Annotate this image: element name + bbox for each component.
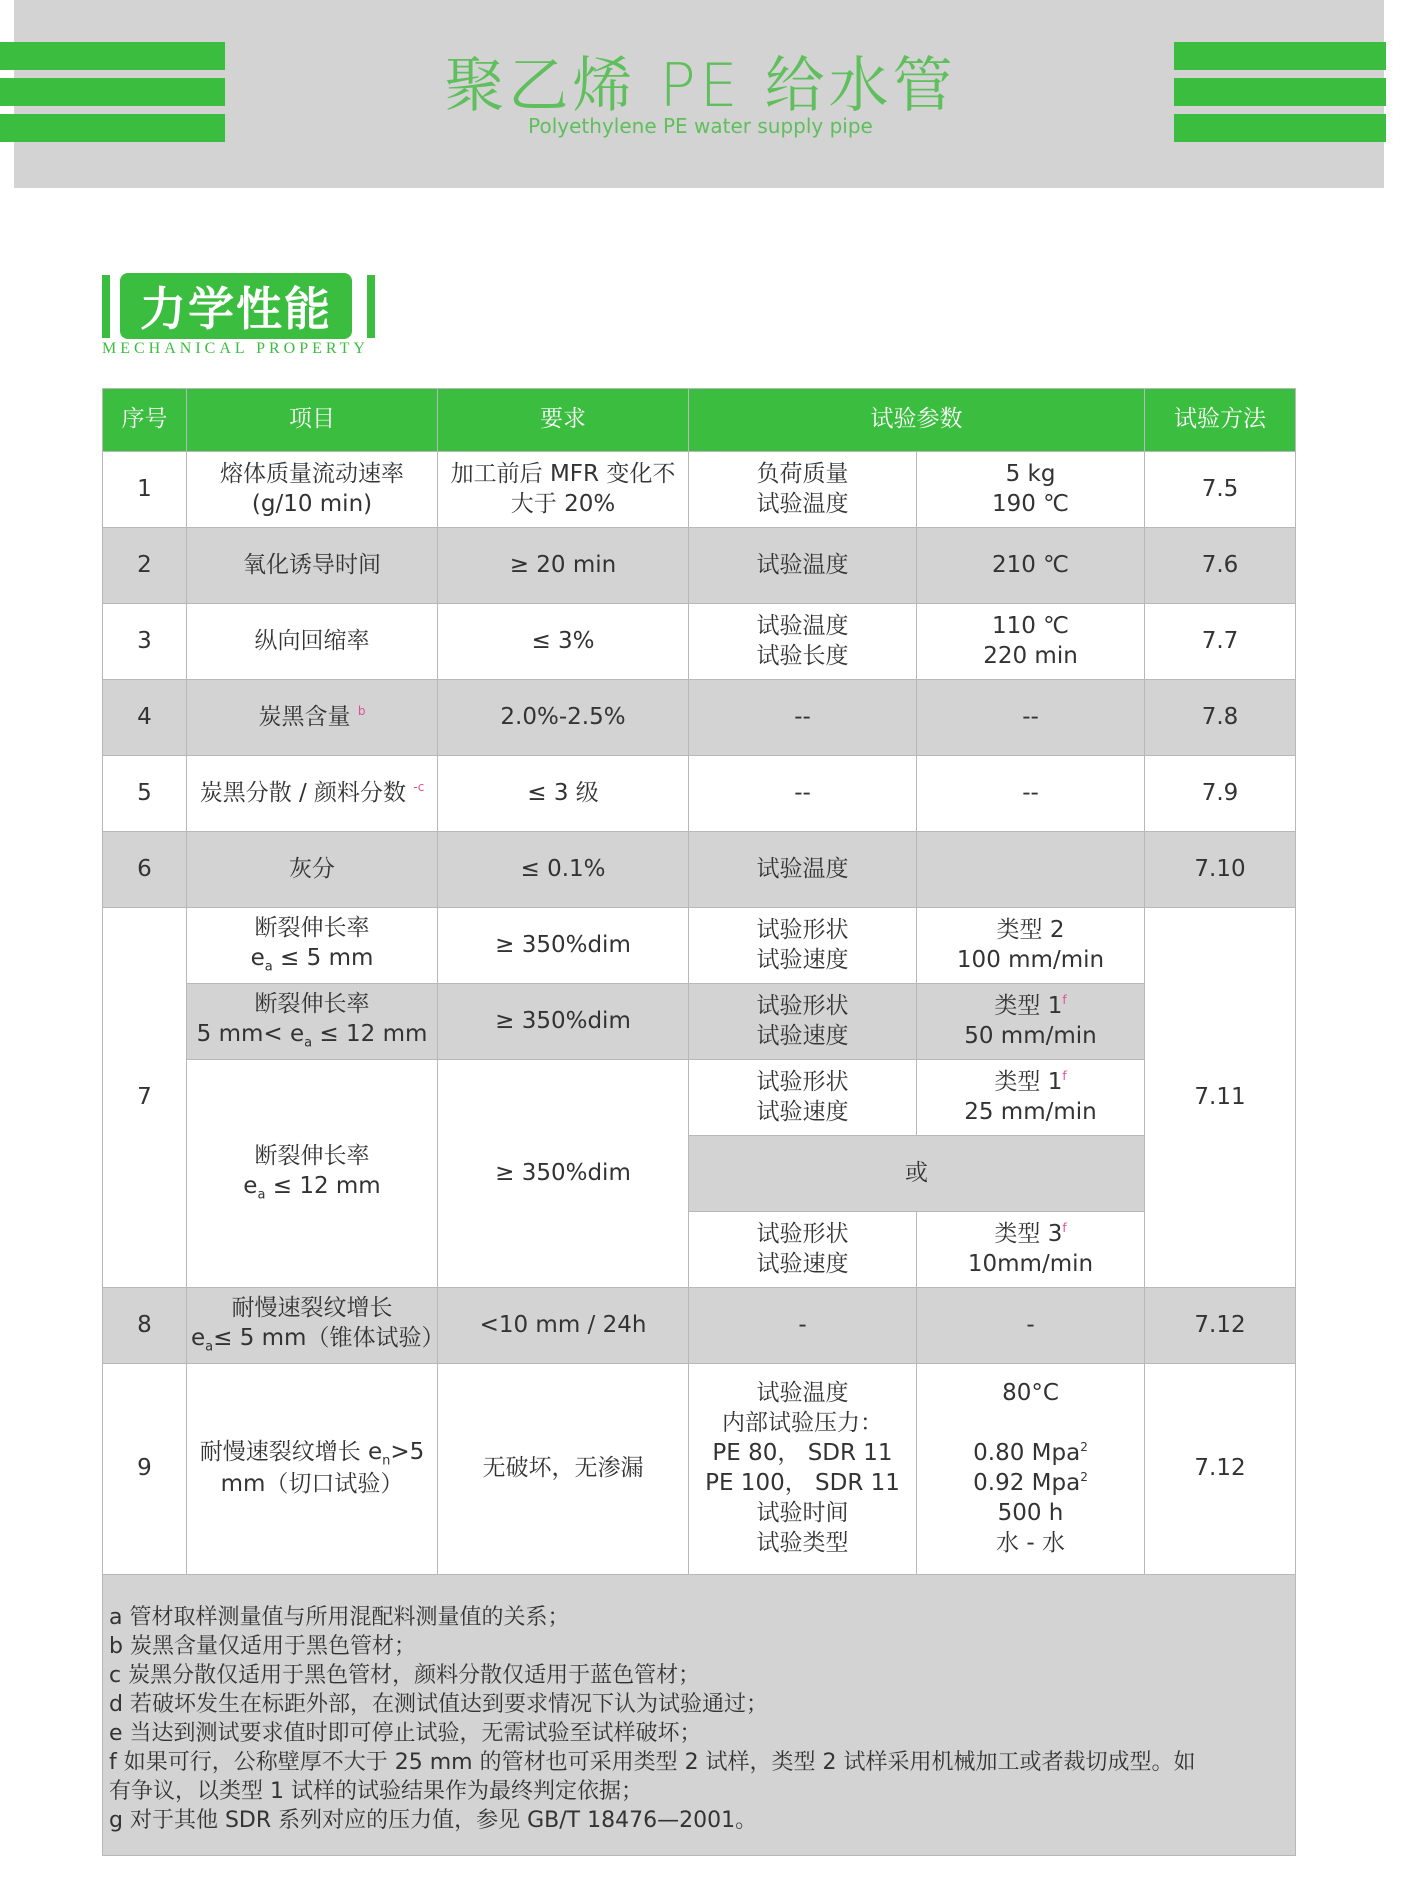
item-cell: 熔体质量流动速率 (g/10 min): [187, 452, 438, 528]
requirement-cell: ≥ 350%dim: [438, 984, 689, 1060]
param-value-cell: 类型 1$^f$ 25 mm/min: [917, 1060, 1145, 1136]
param-name-cell: 试验温度: [689, 528, 917, 604]
method-cell: 7.8: [1145, 680, 1296, 756]
requirement-cell: <10 mm / 24h: [438, 1288, 689, 1364]
param-value-cell: [917, 832, 1145, 908]
param-value-cell: 110 ℃ 220 min: [917, 604, 1145, 680]
footnote-mark: 2: [1080, 1440, 1088, 1455]
requirement-cell: ≥ 20 min: [438, 528, 689, 604]
param-value-cell: --: [917, 756, 1145, 832]
row-number: 1: [103, 452, 187, 528]
item-cell: 耐慢速裂纹增长 $e_n>5$ mm（切口试验）: [187, 1364, 438, 1575]
row-number: 3: [103, 604, 187, 680]
method-cell: 7.7: [1145, 604, 1296, 680]
note-line: a 管材取样测量值与所用混配料测量值的关系；: [109, 1605, 570, 1630]
method-cell: 7.5: [1145, 452, 1296, 528]
requirement-cell: ≤ 3%: [438, 604, 689, 680]
item-cell: 灰分: [187, 832, 438, 908]
param-value-cell: --: [917, 680, 1145, 756]
param-name-cell: --: [689, 680, 917, 756]
table-row: [103, 756, 1296, 832]
section-subtitle: MECHANICAL PROPERTY: [102, 340, 369, 357]
row-number: 4: [103, 680, 187, 756]
param-name-cell: -: [689, 1288, 917, 1364]
table-row: [103, 984, 1296, 1060]
requirement-cell: ≤ 0.1%: [438, 832, 689, 908]
note-line: e 当达到测试要求值时即可停止试验，无需试验至试样破坏；: [109, 1721, 702, 1746]
method-cell: 7.9: [1145, 756, 1296, 832]
param-name-cell: 试验形状 试验速度: [689, 908, 917, 984]
note-line: c 炭黑分散仅适用于黑色管材，颜料分散仅适用于蓝色管材；: [109, 1663, 701, 1688]
item-cell: 耐慢速裂纹增长 $e_a\le 5$ mm（锥体试验）: [187, 1288, 438, 1364]
header-cell: 要求: [438, 389, 689, 452]
header-cell: 序号: [103, 389, 187, 452]
notes-cell: [103, 1575, 1296, 1856]
requirement-cell: 加工前后 MFR 变化不 大于 20%: [438, 452, 689, 528]
or-cell: 或: [689, 1136, 1145, 1212]
note-line: f 如果可行，公称壁厚不大于 25 mm 的管材也可采用类型 2 试样，类型 2 试样采用机械加工或者裁切成型。如: [109, 1750, 1196, 1775]
footnote-mark: f: [1062, 1068, 1067, 1083]
footnote-mark: f: [1062, 992, 1067, 1007]
requirement-cell: ≥ 350%dim: [438, 908, 689, 984]
param-name-cell: 试验形状 试验速度: [689, 1212, 917, 1288]
table-row: [103, 1288, 1296, 1364]
table-row: [103, 604, 1296, 680]
param-name-cell: 试验形状 试验速度: [689, 1060, 917, 1136]
row-number: 7: [103, 908, 187, 1288]
row-number: 2: [103, 528, 187, 604]
method-cell: 7.11: [1145, 908, 1296, 1288]
param-name-cell: 试验形状 试验速度: [689, 984, 917, 1060]
param-value-cell: 210 ℃: [917, 528, 1145, 604]
param-name-cell: 负荷质量 试验温度: [689, 452, 917, 528]
table-row: [103, 680, 1296, 756]
header-cell: 项目: [187, 389, 438, 452]
item-cell: 炭黑分散 / 颜料分数 $^{-c}$: [187, 756, 438, 832]
item-cell: 氧化诱导时间: [187, 528, 438, 604]
param-name-cell: 试验温度: [689, 832, 917, 908]
param-name-cell: 试验温度 内部试验压力： PE 80， SDR 11 PE 100， SDR 11 试验时间 试验类型: [689, 1364, 917, 1575]
footnote-mark: 2: [1080, 1470, 1088, 1484]
table-row: [103, 1364, 1296, 1575]
row-number: 9: [103, 1364, 187, 1575]
requirement-cell: 2.0%-2.5%: [438, 680, 689, 756]
section-bar-left: [102, 275, 110, 338]
table-row: [103, 832, 1296, 908]
param-value-cell: 5 kg 190 ℃: [917, 452, 1145, 528]
row-number: 5: [103, 756, 187, 832]
param-value-cell: -: [917, 1288, 1145, 1364]
table-row: [103, 908, 1296, 984]
section-bar-right: [367, 275, 375, 338]
table-row: [103, 528, 1296, 604]
header-cell: 试验参数: [689, 389, 1145, 452]
page-title: 聚乙烯 PE 给水管: [444, 51, 957, 121]
footnote-mark: -c: [413, 779, 425, 794]
param-value-cell: 类型 3$^f$ 10mm/min: [917, 1212, 1145, 1288]
property-table: [102, 388, 1296, 1856]
row-number: 6: [103, 832, 187, 908]
note-line: b 炭黑含量仅适用于黑色管材；: [109, 1634, 416, 1659]
item-cell: 断裂伸长率 $e_a \le 5$ mm: [187, 908, 438, 984]
requirement-cell: 无破坏，无渗漏: [438, 1364, 689, 1575]
section-title-box: [120, 273, 352, 339]
footnote-mark: f: [1062, 1220, 1067, 1235]
requirement-cell: ≥ 350%dim: [438, 1060, 689, 1288]
note-line: 有争议，以类型 1 试样的试验结果作为最终判定依据；: [109, 1779, 643, 1804]
note-line: g 对于其他 SDR 系列对应的压力值，参见 GB/T 18476—2001。: [109, 1808, 758, 1833]
method-cell: 7.10: [1145, 832, 1296, 908]
param-name-cell: --: [689, 756, 917, 832]
param-value-cell: 80°C 0.80 Mpa$^2$ 0.92 Mpa$^2$ 500 h 水 - 水: [917, 1364, 1145, 1575]
item-cell: 断裂伸长率 $e_a \le 12$ mm: [187, 1060, 438, 1288]
item-cell: 纵向回缩率: [187, 604, 438, 680]
item-cell: 断裂伸长率 5 $mm< e_a \le 12$ mm: [187, 984, 438, 1060]
table-row: [103, 452, 1296, 528]
method-cell: 7.12: [1145, 1288, 1296, 1364]
requirement-cell: ≤ 3 级: [438, 756, 689, 832]
param-name-cell: 试验温度 试验长度: [689, 604, 917, 680]
page-subtitle: Polyethylene PE water supply pipe: [528, 114, 873, 138]
param-value-cell: 类型 2 100 mm/min: [917, 908, 1145, 984]
note-line: d 若破坏发生在标距外部，在测试值达到要求情况下认为试验通过；: [109, 1692, 768, 1717]
param-value-cell: 类型 1$^f$ 50 mm/min: [917, 984, 1145, 1060]
header-cell: 试验方法: [1145, 389, 1296, 452]
row-number: 8: [103, 1288, 187, 1364]
method-cell: 7.12: [1145, 1364, 1296, 1575]
notes-row: [103, 1575, 1296, 1856]
section-title: 力学性能: [140, 282, 332, 336]
item-cell: 炭黑含量 $^b$: [187, 680, 438, 756]
table-row: [103, 1060, 1296, 1136]
table-header-row: [103, 389, 1296, 452]
footnote-mark: b: [357, 703, 366, 718]
method-cell: 7.6: [1145, 528, 1296, 604]
